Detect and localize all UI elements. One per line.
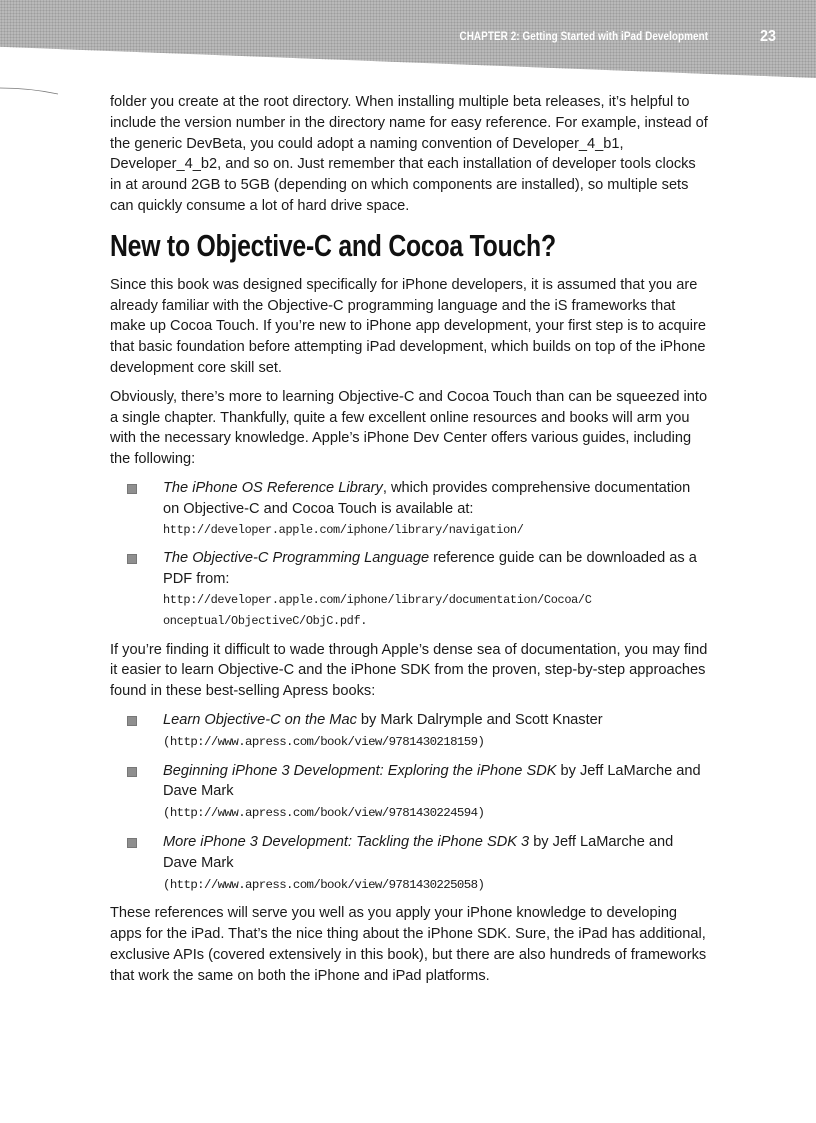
- book-authors: by Jeff LaMarche and Dave Mark: [163, 762, 701, 800]
- list-item: [110, 478, 710, 540]
- book-url: (http://www.apress.com/book/view/9781430225058): [163, 877, 485, 892]
- guide-title: The iPhone OS Reference Library: [163, 479, 383, 496]
- paragraph-books-intro: If you’re finding it difficult to wade through Apple’s dense sea of documentation, you may find it easier to learn Objective-C and the iPhone SDK from the proven, step-by-step approaches found in these best-selling Apress books:: [110, 641, 708, 700]
- list-item: [110, 710, 710, 753]
- book-url: (http://www.apress.com/book/view/9781430224594): [163, 806, 485, 821]
- paragraph-conclusion: These references will serve you well as you apply your iPhone knowledge to developing apps for the iPad. That’s the nice thing about the iPhone SDK. Sure, the iPad has additional, exclusive APIs (covered extensively in this book), but there are also hundreds of frameworks that work the same on both the iPhone and iPad platforms.: [110, 905, 707, 984]
- books-list: [110, 710, 710, 895]
- intro-paragraph: folder you create at the root directory. When installing multiple beta releases, it’s helpful to include the version number in the directory name for easy reference. For example, instead of the generic DevBeta, you could adopt a naming convention of Developer_4_b1, Developer_4_b2, and so on. Just remember that each installation of developer tools clocks in at around 2GB to 5GB (depending on which components are installed), so multiple sets can quickly consume a lot of hard drive space.: [110, 94, 708, 214]
- guide-url: http://developer.apple.com/iphone/library/navigation/: [163, 522, 524, 537]
- paragraph-background: Since this book was designed specifically for iPhone developers, it is assumed that you are already familiar with the Objective-C programming language and the iS frameworks that make up Cocoa Touch. If you’re new to iPhone app development, your first step is to acquire that basic foundation before attempting iPad development, which builds on top of the iPhone development core skill set.: [110, 276, 706, 376]
- guide-url: http://developer.apple.com/iphone/library/documentation/Cocoa/C onceptual/ObjectiveC/ObjC.pdf.: [163, 592, 592, 628]
- book-authors: by Jeff LaMarche and Dave Mark: [163, 833, 674, 871]
- bullet-icon: [127, 554, 137, 564]
- list-item: [110, 548, 710, 631]
- list-item: [110, 761, 710, 824]
- bullet-icon: [127, 484, 137, 494]
- bullet-icon: [127, 767, 137, 777]
- margin-rule: [0, 84, 60, 96]
- book-title: Beginning iPhone 3 Development: Exploring the iPhone SDK: [163, 762, 557, 779]
- paragraph-resources: Obviously, there’s more to learning Objective-C and Cocoa Touch than can be squeezed into a single chapter. Thankfully, quite a few excellent online resources and books will arm you with the necessary knowledge. Apple’s iPhone Dev Center offers various guides, including the following:: [110, 388, 708, 468]
- page-number: 23: [760, 28, 777, 45]
- book-url: (http://www.apress.com/book/view/9781430218159): [163, 734, 485, 749]
- book-title: More iPhone 3 Development: Tackling the iPhone SDK 3: [163, 833, 530, 850]
- running-head: CHAPTER 2: Getting Started with iPad Development: [459, 31, 708, 43]
- guide-text: , which provides comprehensive documentation on Objective-C and Cocoa Touch is available at:: [163, 479, 691, 517]
- guides-list: [110, 478, 710, 632]
- guide-title: The Objective-C Programming Language: [163, 550, 430, 567]
- page-content: [110, 92, 710, 994]
- book-title: Learn Objective-C on the Mac: [163, 711, 357, 728]
- bullet-icon: [127, 716, 137, 726]
- bullet-icon: [127, 838, 137, 848]
- guide-text: reference guide can be downloaded as a PDF from:: [163, 550, 697, 588]
- list-item: [110, 832, 710, 895]
- book-authors: by Mark Dalrymple and Scott Knaster: [356, 711, 603, 728]
- section-heading: New to Objective-C and Cocoa Touch?: [110, 227, 556, 263]
